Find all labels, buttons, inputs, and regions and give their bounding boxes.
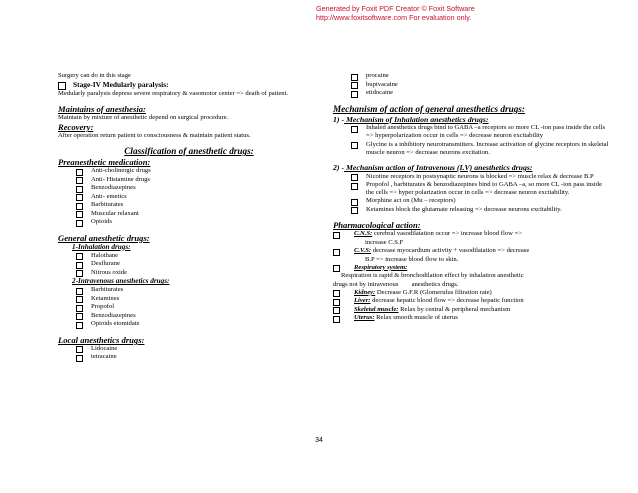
checkbox-icon: [76, 270, 83, 277]
list-item: Propofol , barbiturates & benzodiazepines bind to GABA –a, so more CL -ion pass inside the cells => hyper polarization occur in cells => decrease neuron excitability.: [333, 181, 611, 197]
local-heading: Local anesthetics drugs:: [58, 334, 145, 345]
list-item: Benzodiazepines: [58, 312, 320, 321]
stage-4-heading: Stage-IV Medularly paralysis:: [58, 80, 320, 90]
checkbox-icon: [333, 307, 340, 314]
checkbox-icon: [333, 249, 340, 256]
cns-item: C.N.S: cerebral vasodilatation occur => increase blood flow =>: [333, 230, 611, 239]
list-item: Anti- Histamine drugs: [58, 176, 320, 185]
uterus-item: Uterus: Relax smooth muscle of uterus: [333, 314, 611, 323]
checkbox-icon: [76, 194, 83, 201]
checkbox-icon: [351, 174, 358, 181]
checkbox-icon: [76, 203, 83, 210]
checkbox-icon: [76, 220, 83, 227]
kidney-item: Kidney: Decrease G.F.R (Glomerulus filtration rate): [333, 289, 611, 298]
list-item: Muscular relaxant: [58, 210, 320, 219]
skeletal-muscle-item: Skeletal muscle: Relax by central & peripheral mechanism: [333, 306, 611, 315]
checkbox-icon: [76, 296, 83, 303]
inhalation-mechanism-heading: 1) - Mechanism of Inhalation anesthetics drugs:: [333, 114, 489, 124]
iv-mechanism-heading: 2) - Mechanism action of Intravenous (I.V) anesthetics drugs:: [333, 162, 533, 172]
mechanism-heading: Mechanism of action of general anesthetics drugs:: [333, 103, 525, 114]
intravenous-heading: 2-Intravenous anesthetics drugs:: [72, 277, 170, 286]
checkbox-icon: [76, 355, 83, 362]
maintains-description: Maintain by mixture of anesthetic depend on surgical procedure.: [58, 113, 229, 121]
list-item: Opioids: [58, 218, 320, 227]
list-item: Opioids etomidate: [58, 320, 320, 329]
respiratory-continuation-2: drugs not by intravenous anesthetics drugs.: [333, 280, 459, 288]
preanesthetic-list: [58, 167, 320, 227]
general-heading: General anesthetic drugs:: [58, 232, 150, 243]
checkbox-icon: [76, 322, 83, 329]
list-item: Ketamines: [58, 295, 320, 304]
list-item: Barbiturates: [58, 201, 320, 210]
checkbox-icon: [351, 74, 358, 81]
respiratory-item: Respiratory system:: [333, 264, 611, 273]
checkbox-icon: [76, 177, 83, 184]
list-item: Halothane: [58, 252, 320, 261]
list-item: Benzodiazepines: [58, 184, 320, 193]
list-item: Lidocaine: [58, 345, 320, 354]
watermark-line-1: Generated by Foxit PDF Creator © Foxit Software: [316, 4, 475, 13]
checkbox-icon: [333, 265, 340, 272]
checkbox-icon: [351, 142, 358, 149]
list-item: bupivacaine: [333, 81, 611, 90]
list-item: Propofol: [58, 303, 320, 312]
checkbox-icon: [76, 305, 83, 312]
watermark-line-2: http://www.foxitsoftware.com For evaluation only.: [316, 12, 472, 22]
liver-item: Liver: decrease hepatic blood flow => decrease hepatic function: [333, 297, 611, 306]
checkbox-icon: [333, 232, 340, 239]
checkbox-icon: [76, 186, 83, 193]
checkbox-icon: [76, 169, 83, 176]
checkbox-icon: [76, 346, 83, 353]
list-item: Nicotine receptors in postsynaptic neurons is blocked => muscle relax & decrease B.P: [333, 173, 611, 182]
list-item: Inhaled anesthetics drugs bind to GABA –a receptors so more CL -ion pass inside the cells => hyperpolarization occur in cells => decrease neuron excitability: [333, 124, 611, 140]
checkbox-icon: [76, 211, 83, 218]
foxit-watermark: [316, 5, 536, 22]
classification-heading: Classification of anesthetic drugs:: [124, 146, 254, 157]
checkbox-icon: [351, 207, 358, 214]
list-item: Nitrous oxide: [58, 269, 320, 278]
checkbox-icon: [76, 288, 83, 295]
list-item: Barbiturates: [58, 286, 320, 295]
pharmacological-heading: Pharmacological action:: [333, 220, 421, 231]
list-item: Glycine is a inhibitory neurotransmitters. Increase activation of glycine receptors in skeletal muscle neuron => decrease neurons excitation.: [333, 141, 611, 157]
checkbox-icon: [351, 183, 358, 190]
list-item: etidocaine: [333, 89, 611, 98]
stage-4-description: Medularly paralysis depress severe respiratory & vasomotor center => death of patient.: [58, 89, 289, 97]
list-item: Ketamines block the glutamate releasing => decrease neurons excitability.: [333, 206, 611, 215]
cvs-continuation: B.P => increase blood flow to skin.: [365, 255, 459, 263]
checkbox-icon: [333, 299, 340, 306]
list-item: tetracaine: [58, 353, 320, 362]
page-number: 34: [315, 437, 323, 444]
checkbox-icon: [351, 91, 358, 98]
surgery-line: Surgery can do in this stage: [58, 72, 131, 79]
checkbox-icon: [76, 313, 83, 320]
left-column: [58, 72, 320, 362]
right-column: [333, 72, 611, 323]
recovery-heading: Recovery:: [58, 122, 94, 133]
checkbox-icon: [58, 82, 66, 90]
checkbox-icon: [333, 290, 340, 297]
recovery-description: After operation return patient to consciousness & maintain patient status.: [58, 132, 251, 140]
cns-continuation: increase C.S.F: [365, 238, 404, 246]
checkbox-icon: [351, 126, 358, 133]
cvs-item: C.V.S: decrease myocardium activity + vasodilatation => decrease: [333, 247, 611, 256]
checkbox-icon: [351, 199, 358, 206]
preanesthetic-heading: Preanesthetic medication:: [58, 157, 151, 168]
checkbox-icon: [76, 262, 83, 269]
list-item: Anti-cholinergic drugs: [58, 167, 320, 176]
checkbox-icon: [351, 82, 358, 89]
list-item: Desflurane: [58, 260, 320, 269]
checkbox-icon: [333, 316, 340, 323]
checkbox-icon: [76, 253, 83, 260]
inhalation-heading: 1-Inhalation drugs:: [72, 242, 131, 251]
maintains-heading: Maintains of anesthesia:: [58, 103, 146, 114]
list-item: Morphine act on (Mu – receptors): [333, 197, 611, 206]
respiratory-continuation-1: Respiration is rapid & bronchodilation effect by inhalation anesthetic: [341, 272, 524, 280]
list-item: Anti- emetics: [58, 193, 320, 202]
list-item: procaine: [333, 72, 611, 81]
